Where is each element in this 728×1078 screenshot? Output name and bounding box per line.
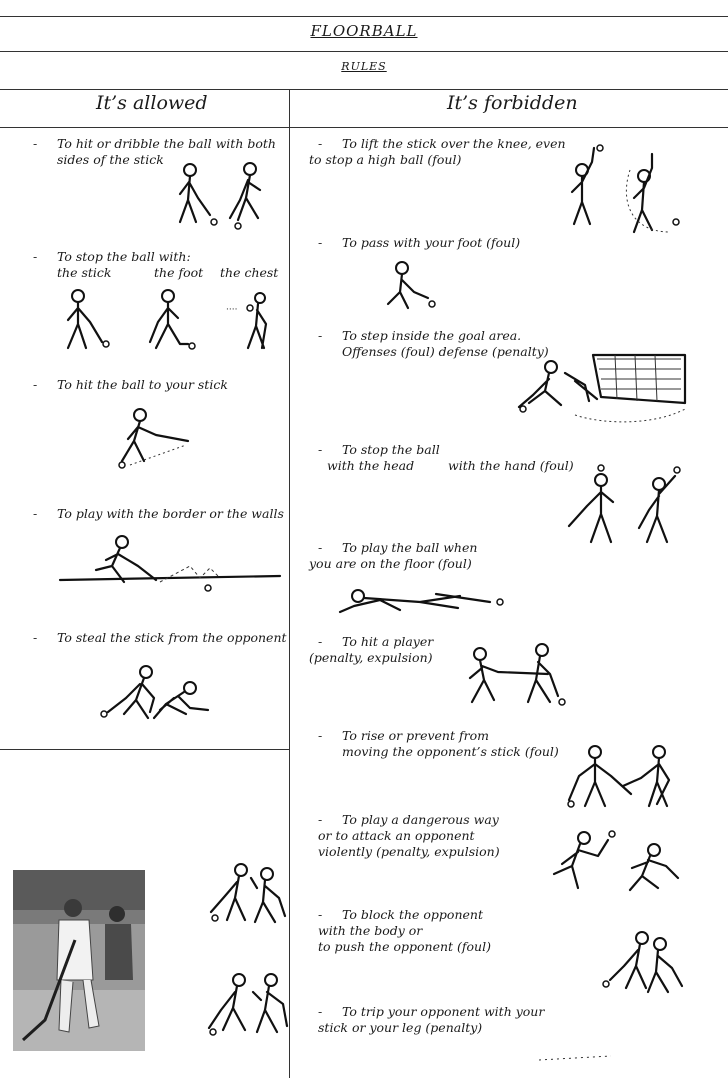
pass-with-foot-illustration [380,258,450,320]
svg-text:····: ···· [226,305,238,315]
rise-opponent-stick-illustration [565,740,695,815]
heading-divider [0,127,728,128]
bullet: - [318,442,323,457]
allowed-rule-4-line-1: To play with the border or the walls [57,506,284,521]
forbidden-rule-1-line-2: to stop a high ball (foul) [309,152,462,167]
bullet: - [33,377,38,392]
stick-over-knee-illustration [560,140,700,250]
forbidden-rule-4-line-2: with the head [327,458,415,473]
forbidden-rule-8-line-1: To play a dangerous way [342,812,499,827]
forbidden-rule-4-line-3: with the hand (foul) [448,458,574,473]
forbidden-rule-9-line-2: with the body or [318,923,423,938]
player-photo-drawing [13,870,145,1051]
hit-a-player-illustration [458,640,578,715]
hit-ball-to-stick-illustration [110,405,200,470]
forbidden-rule-1-line-1: To lift the stick over the knee, even [342,136,566,151]
forbidden-rule-10-line-2: stick or your leg (penalty) [318,1020,483,1035]
forbidden-rule-6-line-1: To hit a player [342,634,434,649]
player-photo [13,870,145,1051]
top-border [0,16,728,17]
bullet: - [318,812,323,827]
dribble-both-sides-illustration [168,160,278,235]
allowed-rule-1-line-2: sides of the stick [57,152,164,167]
forbidden-rule-4-line-1: To stop the ball [342,442,440,457]
bullet: - [318,1004,323,1019]
stop-method-foot: the foot [154,265,204,280]
goal-area-illustration [515,345,695,440]
forbidden-rule-8-line-2: or to attack an opponent [318,828,475,843]
forbidden-rule-9-line-1: To block the opponent [342,907,483,922]
bullet: - [33,630,38,645]
forbidden-rule-2-line-1: To pass with your foot (foul) [342,235,521,250]
page-subtitle: RULES [341,60,387,73]
bullet: - [318,728,323,743]
bullet: - [318,634,323,649]
bullet: - [318,136,323,151]
bullet: - [33,136,38,151]
bullet: - [33,506,38,521]
stop-method-stick: the stick [57,265,112,280]
block-push-illustration [598,928,698,998]
stop-method-chest: the chest [220,265,279,280]
forbidden-rule-5-line-1: To play the ball when [342,540,478,555]
dangerous-play-illustration [538,826,693,901]
steal-stick-illustration [90,662,220,727]
trip-opponent-illustration [535,1020,615,1068]
forbidden-heading: It’s forbidden [447,92,578,114]
bullet: - [318,907,323,922]
on-the-floor-illustration [340,582,515,622]
bullet: - [33,249,38,264]
stop-with-head-hand-illustration [555,462,695,552]
forbidden-rule-3-line-1: To step inside the goal area. [342,328,522,343]
play-with-border-illustration [60,530,285,595]
bullet: - [318,235,323,250]
stop-with-chest-illustration [222,290,277,355]
allowed-rule-3-line-1: To hit the ball to your stick [57,377,228,392]
forbidden-rule-8-line-3: violently (penalty, expulsion) [318,844,500,859]
subtitle-divider [0,89,728,90]
page-title: FLOORBALL [310,22,418,40]
forbidden-rule-10-line-1: To trip your opponent with your [342,1004,545,1019]
allowed-rule-5-line-1: To steal the stick from the opponent [57,630,287,645]
duel-illustration-1 [205,860,300,930]
title-divider [0,51,728,52]
forbidden-rule-9-line-3: to push the opponent (foul) [318,939,491,954]
allowed-rule-1-line-1: To hit or dribble the ball with both [57,136,276,151]
forbidden-rule-7-line-1: To rise or prevent from [342,728,489,743]
bullet: - [318,328,323,343]
forbidden-rule-5-line-2: you are on the floor (foul) [309,556,472,571]
forbidden-rule-6-line-2: (penalty, expulsion) [309,650,433,665]
stop-with-stick-illustration [60,286,115,354]
forbidden-rule-3-line-2: Offenses (foul) defense (penalty) [342,344,549,359]
allowed-rule-2-line-1: To stop the ball with: [57,249,191,264]
stop-with-foot-illustration [146,286,201,354]
duel-illustration-2 [205,968,300,1043]
allowed-heading: It’s allowed [96,92,208,114]
bullet: - [318,540,323,555]
forbidden-rule-7-line-2: moving the opponent’s stick (foul) [342,744,559,759]
allowed-bottom-line [0,749,289,750]
